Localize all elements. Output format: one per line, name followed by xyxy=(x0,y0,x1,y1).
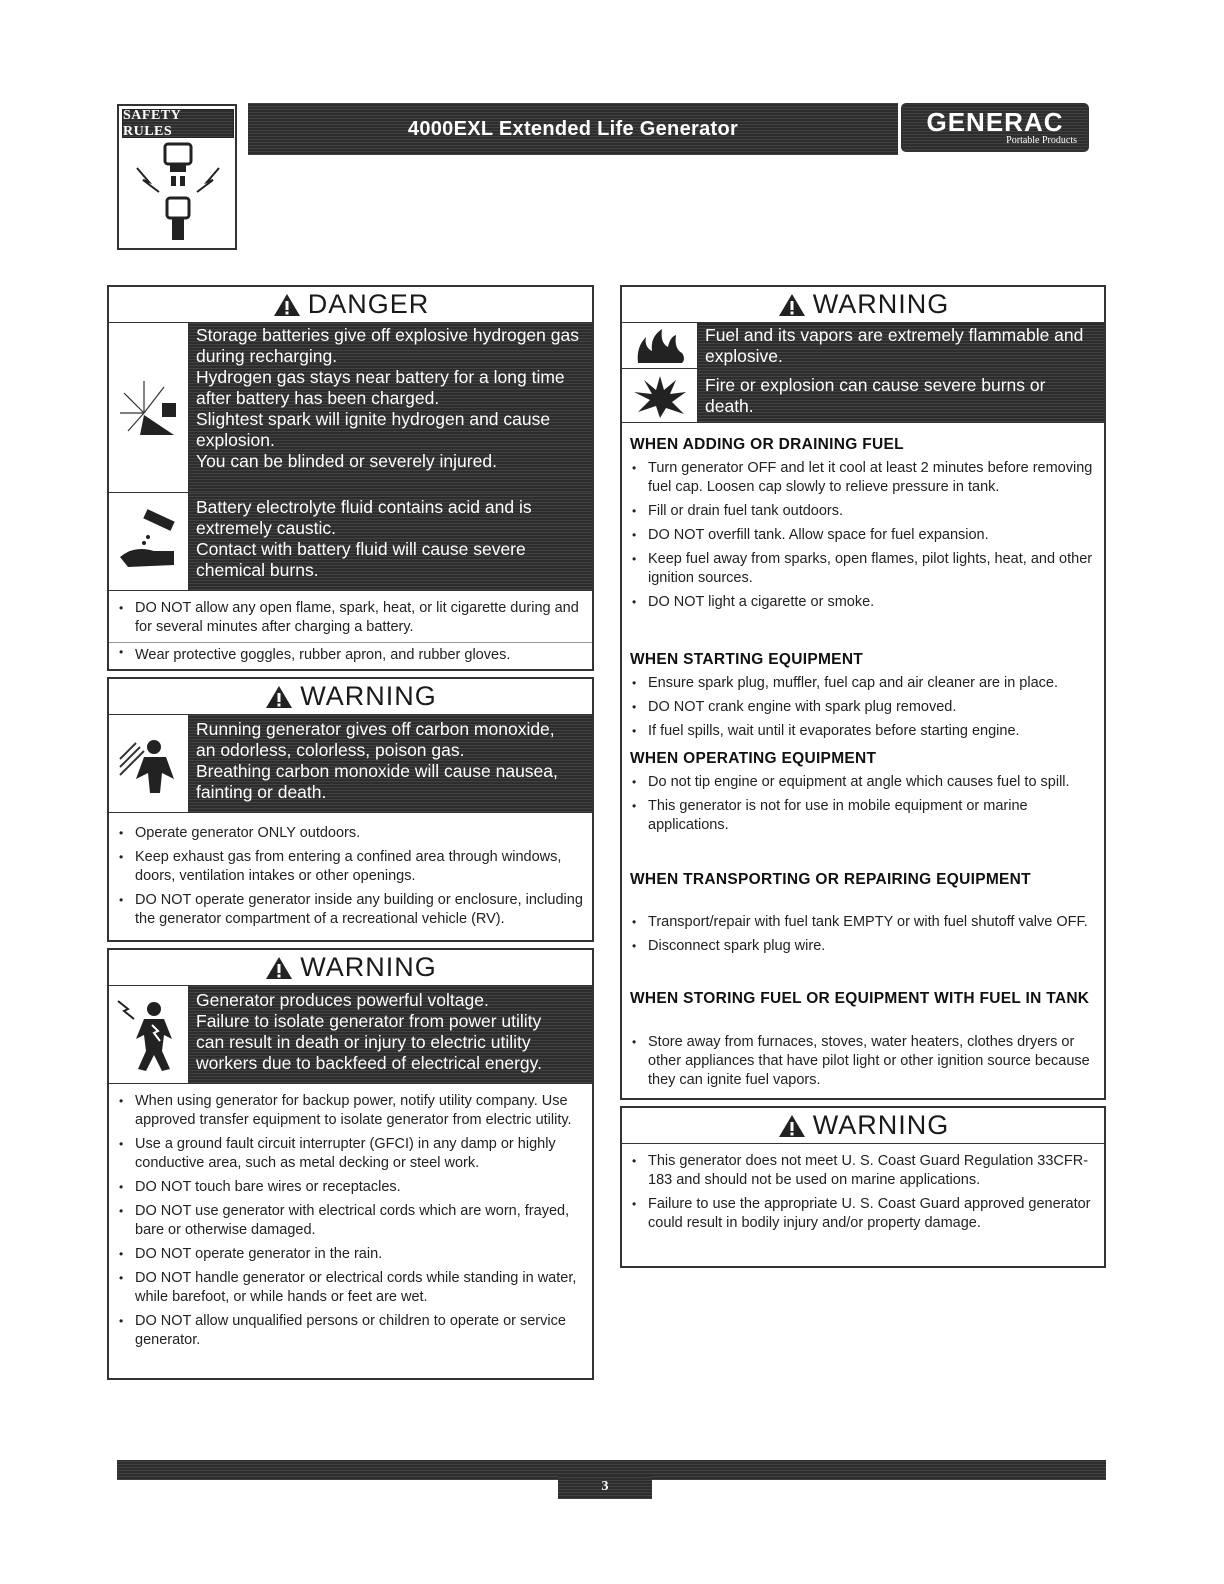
panel-title: DANGER xyxy=(109,287,592,323)
list-item: • DO NOT use generator with electrical cords which are worn, frayed, bare or otherwise damaged. xyxy=(109,1202,592,1240)
fire-icon xyxy=(622,323,698,368)
safety-rules-badge xyxy=(117,104,237,250)
list-item: • Disconnect spark plug wire. xyxy=(622,937,1104,956)
list-item: • Keep fuel away from sparks, open flames, pilot lights, heat, and other ignition sources. xyxy=(622,550,1104,588)
storing-bullet-list xyxy=(622,1033,1104,1095)
warning-triangle-icon xyxy=(777,292,807,318)
electrocution-icon xyxy=(109,986,189,1083)
fumes-person-icon xyxy=(109,715,189,812)
danger-battery-panel xyxy=(107,285,594,671)
list-item: • This generator does not meet U. S. Coast Guard Regulation 33CFR-183 and should not be used on marine applications. xyxy=(622,1152,1104,1190)
explosion-icon xyxy=(109,323,189,492)
list-item: • Turn generator OFF and let it cool at least 2 minutes before removing fuel cap. Loosen cap slowly to relieve pressure in tank. xyxy=(622,459,1104,497)
panel-title: WARNING xyxy=(622,287,1104,323)
list-item: • When using generator for backup power, notify utility company. Use approved transfer equipment to isolate generator from electric utility. xyxy=(109,1092,592,1130)
warning-triangle-icon xyxy=(264,684,294,710)
danger-bullet-list xyxy=(109,599,592,670)
warning-triangle-icon xyxy=(272,292,302,318)
hazard-row-explosion: Fire or explosion can cause severe burns or death. xyxy=(622,369,1104,423)
warning-triangle-icon xyxy=(264,955,294,981)
list-item: • If fuel spills, wait until it evaporates before starting engine. xyxy=(622,722,1104,741)
list-item: • DO NOT overfill tank. Allow space for fuel expansion. xyxy=(622,526,1104,545)
section-heading-transporting: WHEN TRANSPORTING OR REPAIRING EQUIPMENT xyxy=(630,871,1031,888)
page-number-tab xyxy=(558,1475,652,1499)
warning-marine-panel xyxy=(620,1106,1106,1268)
warning-carbon-monoxide-panel xyxy=(107,677,594,942)
list-item: • Keep exhaust gas from entering a confined area through windows, doors, ventilation intakes or other openings. xyxy=(109,848,592,886)
list-item: • Fill or drain fuel tank outdoors. xyxy=(622,502,1104,521)
starting-bullet-list xyxy=(622,674,1104,746)
list-item: • DO NOT allow unqualified persons or children to operate or service generator. xyxy=(109,1312,592,1350)
list-item: • Transport/repair with fuel tank EMPTY or with fuel shutoff valve OFF. xyxy=(622,913,1104,932)
panel-title: WARNING xyxy=(622,1108,1104,1144)
warning-voltage-panel xyxy=(107,948,594,1380)
brand-subtitle: Portable Products xyxy=(1006,135,1077,146)
list-item: • Use a ground fault circuit interrupter (GFCI) in any damp or highly conductive area, such as metal decking or steel work. xyxy=(109,1135,592,1173)
hazard-row-carbon-monoxide: Running generator gives off carbon monoxide, an odorless, colorless, poison gas. Breathing carbon monoxide will cause nausea, fainting or death. xyxy=(109,715,592,813)
list-item: • Do not tip engine or equipment at angle which causes fuel to spill. xyxy=(622,773,1104,792)
page-number: 3 xyxy=(601,1479,609,1494)
adding-fuel-bullet-list xyxy=(622,459,1104,617)
chemical-burn-hand-icon xyxy=(109,493,189,590)
voltage-bullet-list xyxy=(109,1092,592,1355)
warning-fuel-panel xyxy=(620,285,1106,1100)
list-item: • DO NOT allow any open flame, spark, heat, or lit cigarette during and for several minutes after charging a battery. xyxy=(109,599,592,637)
list-item: • DO NOT light a cigarette or smoke. xyxy=(622,593,1104,612)
section-heading-adding-fuel: WHEN ADDING OR DRAINING FUEL xyxy=(630,436,904,453)
list-item: • DO NOT operate generator in the rain. xyxy=(109,1245,592,1264)
hazard-row-hydrogen: Storage batteries give off explosive hydrogen gas during recharging. Hydrogen gas stays near battery for a long time after battery has been charged. Slightest spark will ignite hydrogen and cause explosion. You can be blinded or severely injured. xyxy=(109,323,592,493)
safety-rules-tag: SAFETY RULES xyxy=(122,109,234,138)
section-heading-operating: WHEN OPERATING EQUIPMENT xyxy=(630,750,877,767)
list-item: • DO NOT handle generator or electrical cords while standing in water, while barefoot, or while hands or feet are wet. xyxy=(109,1269,592,1307)
list-item: • DO NOT crank engine with spark plug removed. xyxy=(622,698,1104,717)
transporting-bullet-list xyxy=(622,913,1104,961)
panel-title: WARNING xyxy=(109,950,592,986)
brand-name: GENERAC xyxy=(926,107,1064,137)
list-item: • Wear protective goggles, rubber apron, and rubber gloves. xyxy=(109,642,592,665)
generac-logo xyxy=(901,103,1089,152)
explosion-burst-icon xyxy=(622,369,698,422)
document-title: 4000EXL Extended Life Generator xyxy=(407,117,739,140)
plug-spark-icon xyxy=(129,138,227,246)
list-item: • This generator is not for use in mobile equipment or marine applications. xyxy=(622,797,1104,835)
marine-bullet-list xyxy=(622,1152,1104,1238)
section-heading-storing: WHEN STORING FUEL OR EQUIPMENT WITH FUEL IN TANK xyxy=(630,990,1090,1007)
panel-title: WARNING xyxy=(109,679,592,715)
list-item: • DO NOT operate generator inside any building or enclosure, including the generator compartment of a recreational vehicle (RV). xyxy=(109,891,592,929)
section-heading-starting: WHEN STARTING EQUIPMENT xyxy=(630,651,864,668)
hazard-row-voltage: Generator produces powerful voltage. Failure to isolate generator from power utility can result in death or injury to electric utility workers due to backfeed of electrical energy. xyxy=(109,986,592,1084)
list-item: • DO NOT touch bare wires or receptacles. xyxy=(109,1178,592,1197)
warning-triangle-icon xyxy=(777,1113,807,1139)
list-item: • Failure to use the appropriate U. S. Coast Guard approved generator could result in bodily injury and/or property damage. xyxy=(622,1195,1104,1233)
hazard-row-electrolyte: Battery electrolyte fluid contains acid and is extremely caustic. Contact with battery fluid will cause severe chemical burns. xyxy=(109,493,592,591)
hazard-row-flammable: Fuel and its vapors are extremely flammable and explosive. xyxy=(622,323,1104,369)
list-item: • Store away from furnaces, stoves, water heaters, clothes dryers or other appliances that have pilot light or other ignition source because they can ignite fuel vapors. xyxy=(622,1033,1104,1090)
document-title-bar xyxy=(248,103,898,155)
list-item: • Ensure spark plug, muffler, fuel cap and air cleaner are in place. xyxy=(622,674,1104,693)
co-bullet-list xyxy=(109,824,592,934)
operating-bullet-list xyxy=(622,773,1104,840)
list-item: • Operate generator ONLY outdoors. xyxy=(109,824,592,843)
